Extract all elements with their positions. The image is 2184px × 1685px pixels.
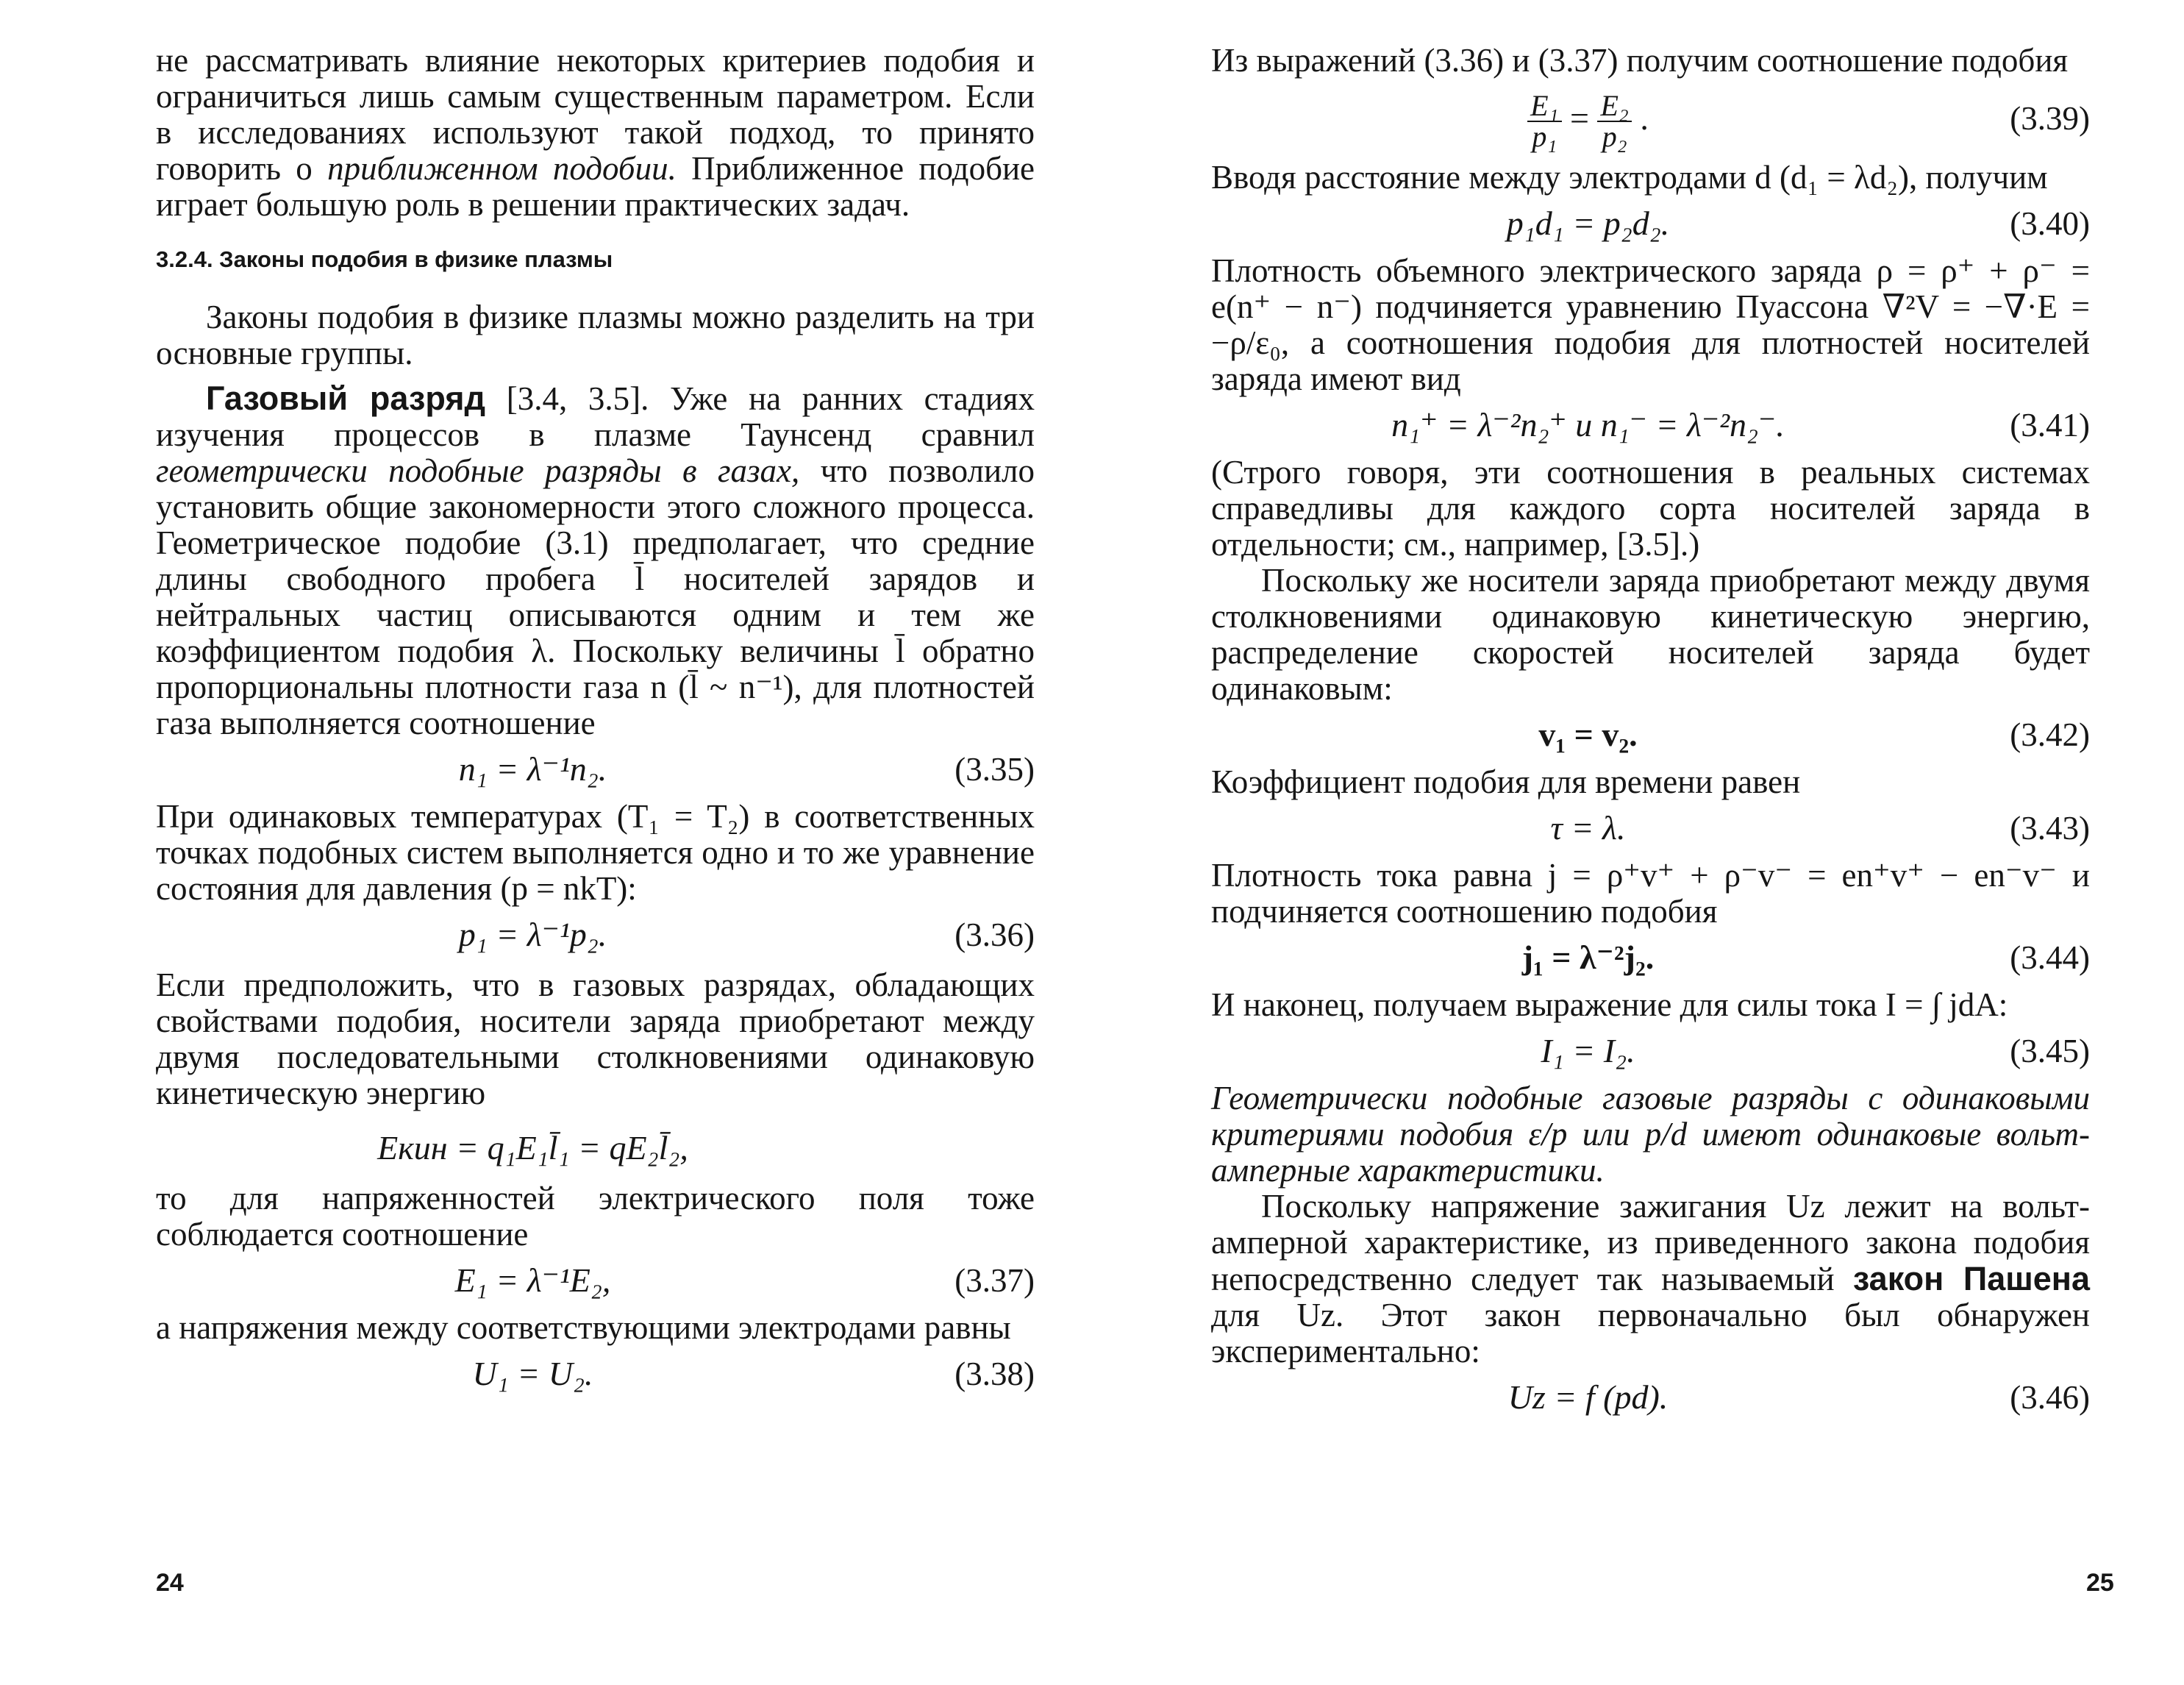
- left-paragraph-3: Газовый разряд [3.4, 3.5]. Уже на ранних стадиях изучения процессов в плазме Таунсенд сравнил геометрически подобные разряды в газах, что позволило установить общие закономерности этого сложного процесса. Геометрическое подобие (3.1) предполагает, что средние длины свободного пробега l̄ носителей зарядов и нейтральных частиц описываются одним и тем же коэффициентом подобия λ. Поскольку величины l̄ обратно пропорциональны плотности газа n (l̄ ~ n⁻¹), для плотностей газа выполняется соотношение: [156, 380, 1035, 741]
- right-paragraph-3: Плотность объемного электрического заряда ρ = ρ⁺ + ρ⁻ = e(n⁺ − n⁻) подчиняется уравнению Пуассона ∇²V = −∇·E = −ρ/ε₀, а соотношения подобия для плотностей носителей заряда имеют вид: [1211, 252, 2090, 397]
- right-page: [1092, 0, 2184, 1685]
- left-paragraph-5: Если предположить, что в газовых разрядах, обладающих свойствами подобия, носители заряда приобретают между двумя последовательными столкновениями одинаковую кинетическую энергию: [156, 966, 1035, 1111]
- right-paragraph-7: Плотность тока равна j = ρ⁺v⁺ + ρ⁻v⁻ = en⁺v⁺ − en⁻v⁻ и подчиняется соотношению подобия: [1211, 857, 2090, 930]
- left-paragraph-1: не рассматривать влияние некоторых критериев подобия и ограничиться лишь самым существенным параметром. Если в исследованиях используют такой подход, то принято говорить о приближенном подобии. Приближенное подобие играет большую роль в решении практических задач.: [156, 42, 1035, 223]
- equation-3-43: τ = λ. (3.43): [1550, 809, 2090, 847]
- left-paragraph-4: При одинаковых температурах (T₁ = T₂) в соответственных точках подобных систем выполняется одно и то же уравнение состояния для давления (p = nkT):: [156, 798, 1035, 907]
- left-text-column: [156, 43, 1035, 1403]
- left-paragraph-7: а напряжения между соответствующими электродами равны: [156, 1309, 1011, 1346]
- right-italic-statement: Геометрически подобные газовые разряды с одинаковыми критериями подобия ε/p или p/d имеют одинаковые вольт-амперные характеристики.: [1211, 1080, 2090, 1189]
- equation-3-39: $\frac{\text{E₁}}{\text{p₁}}$ = $\frac{\text{E₂}}{\text{p₂}}$ . (3.39): [1211, 83, 2090, 154]
- equation-3-40: p₁d₁ = p₂d₂. (3.40): [1506, 204, 2090, 242]
- fraction-e2-p2: $\frac{\text{E₂}}{\text{p₂}}$: [1597, 91, 1631, 152]
- page-number-left: 24: [156, 1569, 184, 1597]
- equation-kinetic-energy: Eкин = q₁E₁l̄₁ = qE₂l̄₂,: [377, 1129, 688, 1166]
- right-paragraph-10: Поскольку напряжение зажигания Uz лежит на вольт-амперной характеристике, из приведенного закона подобия непосредственно следует так называемый закон Пашена для Uz. Этот закон первоначально был обнаружен экспериментально:: [1211, 1188, 2091, 1369]
- right-text-column: [1211, 43, 2090, 1427]
- left-paragraph-2: Законы подобия в физике плазмы можно разделить на три основные группы.: [156, 299, 1035, 371]
- right-paragraph-6: Коэффициент подобия для времени равен: [1211, 763, 1801, 800]
- right-paragraph-1: Из выражений (3.36) и (3.37) получим соотношение подобия: [1211, 42, 2069, 79]
- equation-3-45: I₁ = I₂. (3.45): [1541, 1032, 2090, 1069]
- right-paragraph-2: Вводя расстояние между электродами d (d₁ = λd₂), получим: [1211, 159, 2048, 196]
- section-heading: 3.2.4. Законы подобия в физике плазмы: [156, 246, 613, 272]
- page-number-right: 25: [2086, 1569, 2114, 1597]
- equation-3-36: p₁ = λ⁻¹p₂. (3.36): [458, 916, 1035, 953]
- equation-3-42: v₁ = v₂. (3.42): [1538, 716, 2090, 753]
- equation-3-37: E₁ = λ⁻¹E₂, (3.37): [454, 1261, 1035, 1299]
- left-paragraph-6: то для напряженностей электрического поля тоже соблюдается соотношение: [156, 1180, 1035, 1253]
- equation-3-35: n₁ = λ⁻¹n₂. (3.35): [458, 750, 1035, 788]
- equation-3-41: n₁⁺ = λ⁻²n₂⁺ и n₁⁻ = λ⁻²n₂⁻. (3.41): [1391, 406, 2090, 443]
- right-paragraph-5: Поскольку же носители заряда приобретают между двумя столкновениями одинаковую кинетическую энергию, распределение скоростей носителей заряда будет одинаковым:: [1211, 562, 2090, 707]
- right-paragraph-4: (Строго говоря, эти соотношения в реальных системах справедливы для каждого сорта носителей заряда в отдельности; см., например, [3.5].): [1211, 454, 2090, 563]
- equation-3-44: j₁ = λ⁻²j₂. (3.44): [1521, 938, 2090, 976]
- equation-3-46: Uz = f (pd). (3.46): [1507, 1378, 2090, 1416]
- right-paragraph-8: И наконец, получаем выражение для силы тока I = ∫ jdA:: [1211, 986, 2008, 1023]
- equation-3-38: U₁ = U₂. (3.38): [472, 1355, 1035, 1392]
- fraction-e1-p1: $\frac{\text{E₁}}{\text{p₁}}$: [1527, 91, 1561, 152]
